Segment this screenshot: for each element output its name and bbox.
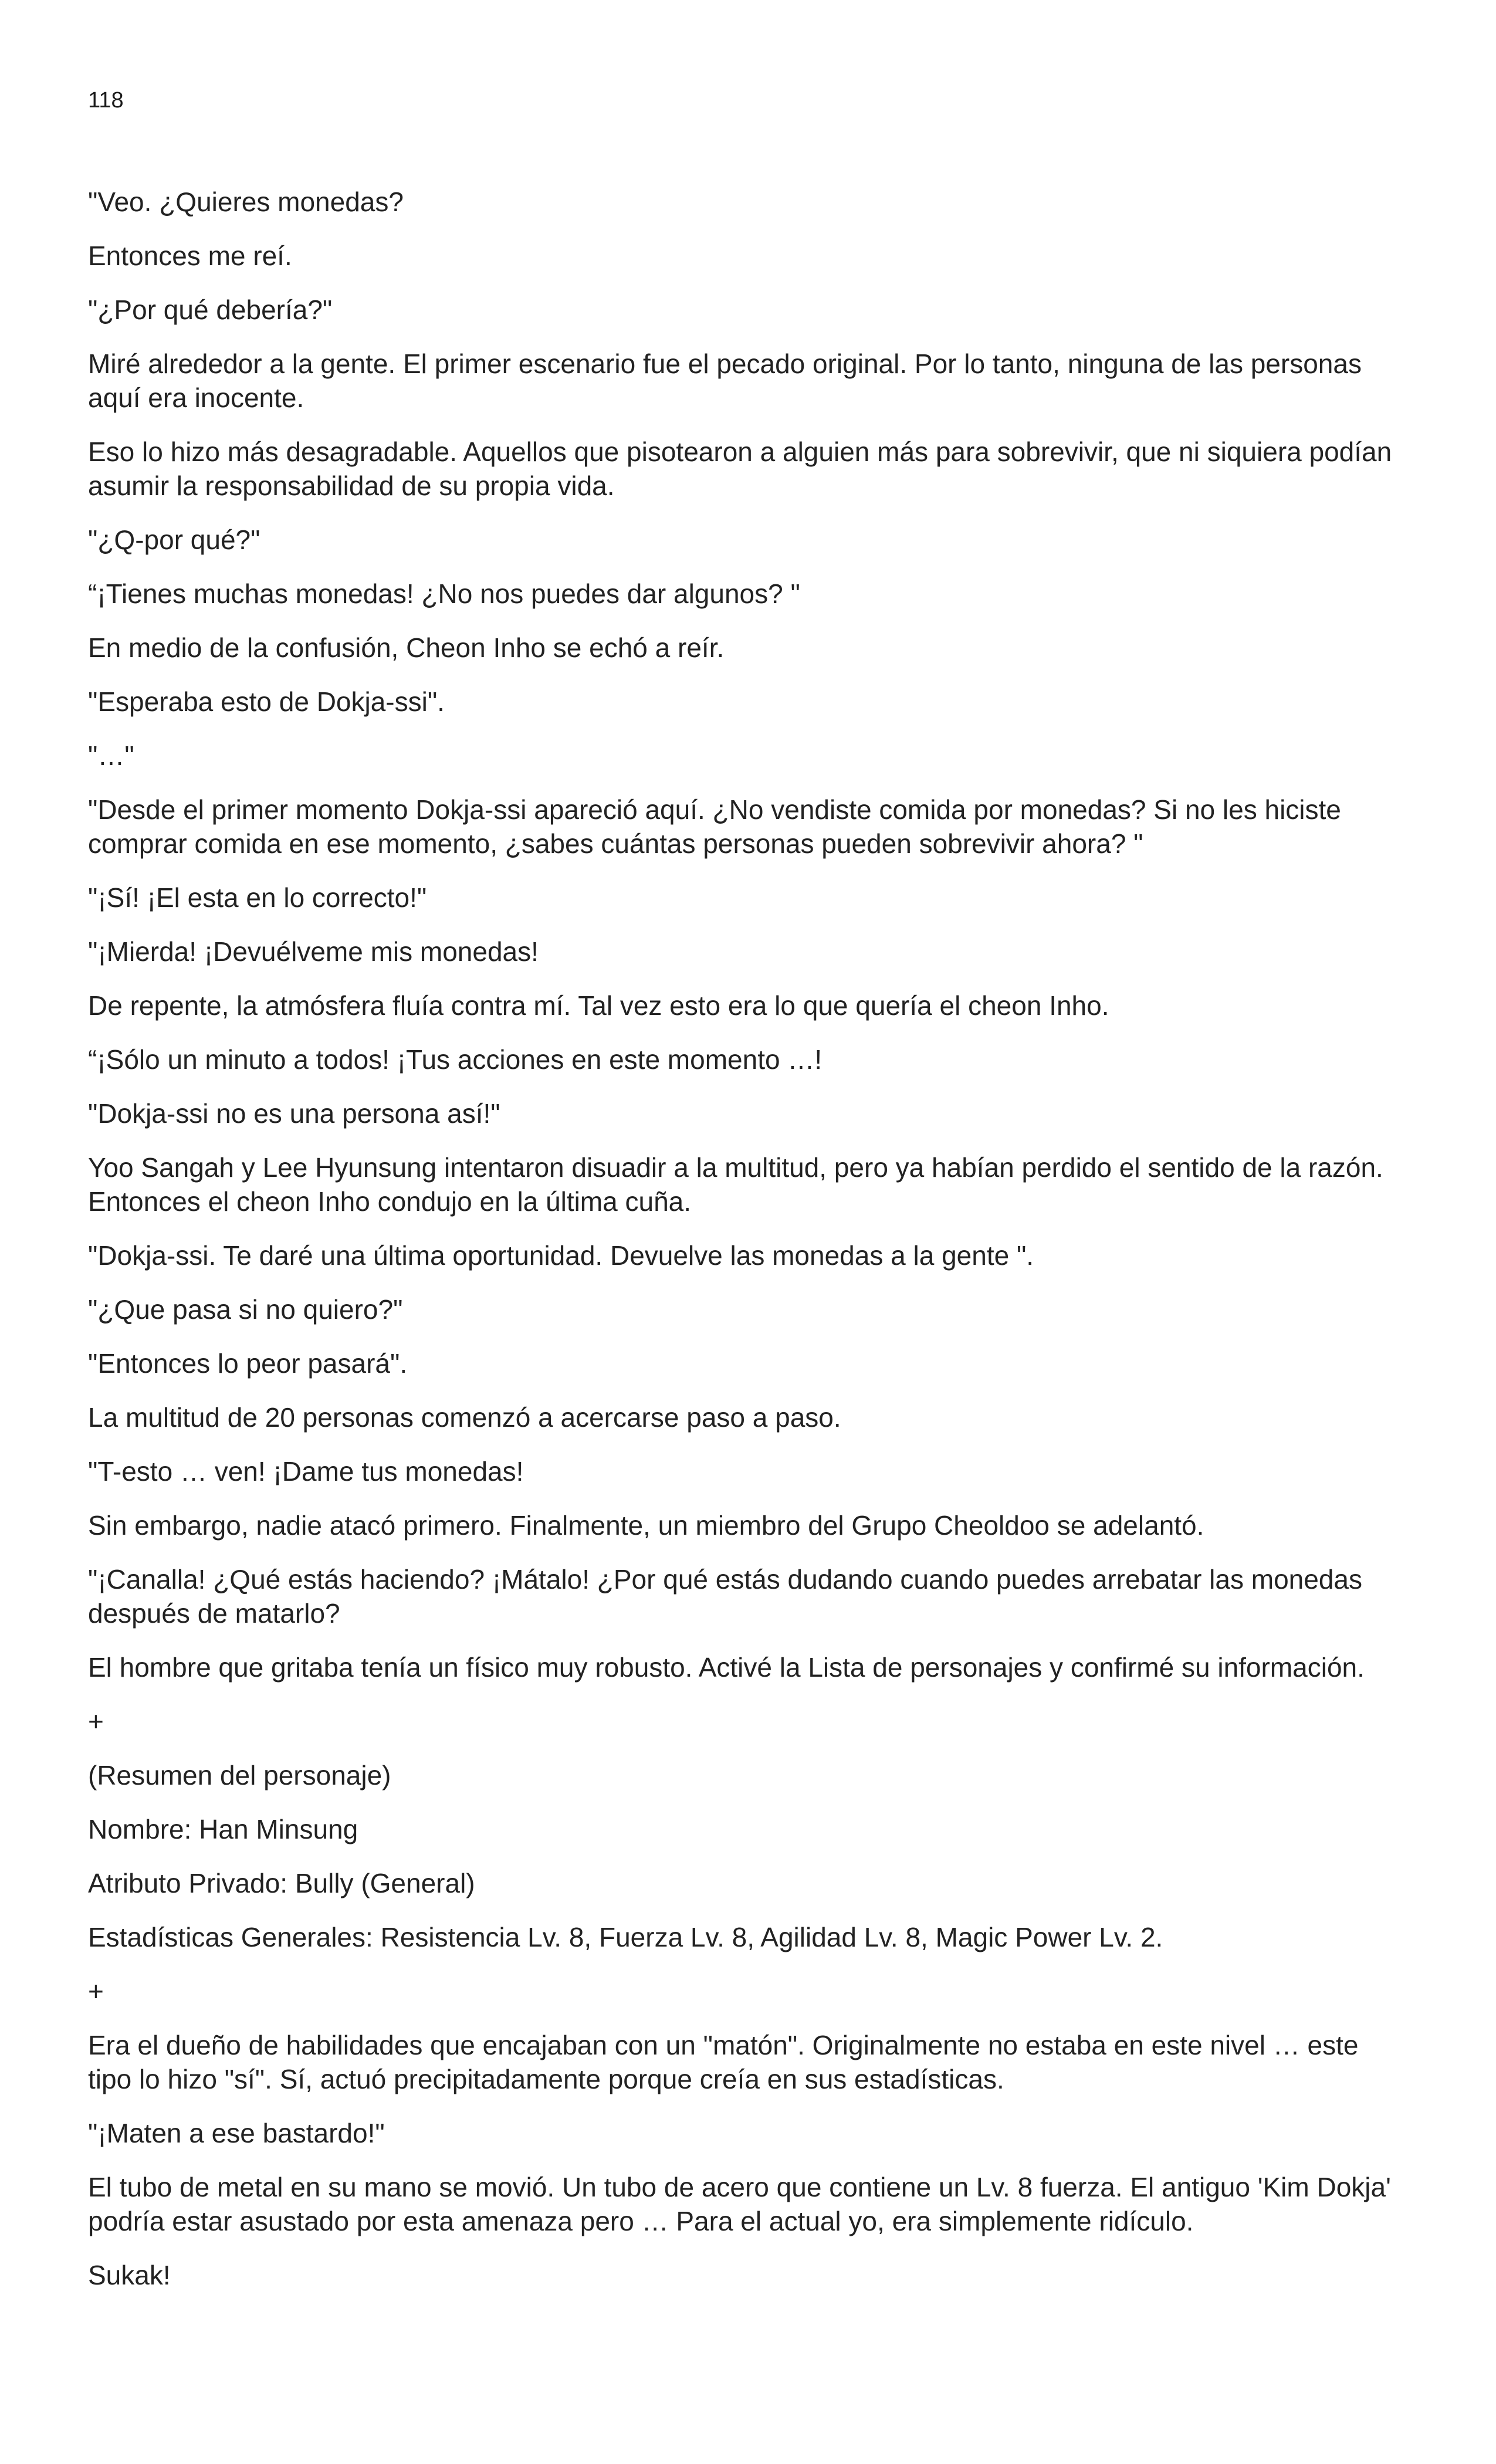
paragraph: Entonces me reí. (88, 241, 292, 271)
paragraph: "¿Por qué debería?" (88, 295, 333, 325)
character-stats: Estadísticas Generales: Resistencia Lv. 8, Fuerza Lv. 8, Agilidad Lv. 8, Magic Power Lv. 2. (88, 1922, 1163, 1952)
document-body (88, 185, 1408, 2312)
character-summary-heading: (Resumen del personaje) (88, 1760, 391, 1791)
paragraph: El hombre que gritaba tenía un físico muy robusto. Activé la Lista de personajes y confirmé su información. (88, 1652, 1365, 1683)
separator-plus: + (88, 1706, 104, 1737)
paragraph: "¡Sí! ¡El esta en lo correcto!" (88, 882, 427, 913)
paragraph: En medio de la confusión, Cheon Inho se echó a reír. (88, 632, 725, 663)
paragraph: Sukak! (88, 2260, 171, 2290)
paragraph: La multitud de 20 personas comenzó a acercarse paso a paso. (88, 1402, 841, 1433)
paragraph: "Dokja-ssi. Te daré una última oportunidad. Devuelve las monedas a la gente ". (88, 1240, 1034, 1271)
page-number: 118 (88, 88, 124, 113)
paragraph: "T-esto … ven! ¡Dame tus monedas! (88, 1456, 524, 1487)
paragraph: Miré alrededor a la gente. El primer escenario fue el pecado original. Por lo tanto, ninguna de las personas aquí era inocente. (88, 348, 1362, 413)
paragraph: "¿Que pasa si no quiero?" (88, 1294, 403, 1325)
paragraph: "…" (88, 740, 134, 771)
paragraph: Era el dueño de habilidades que encajaban con un "matón". Originalmente no estaba en este nivel … este tipo lo hizo "sí". Sí, actuó precipitadamente porque creía en sus estadísticas. (88, 2030, 1359, 2094)
paragraph: “¡Tienes muchas monedas! ¿No nos puedes dar algunos? " (88, 578, 800, 609)
paragraph: Sin embargo, nadie atacó primero. Finalmente, un miembro del Grupo Cheoldoo se adelantó. (88, 1510, 1204, 1541)
paragraph: "Entonces lo peor pasará". (88, 1348, 408, 1379)
character-name: Nombre: Han Minsung (88, 1814, 358, 1844)
paragraph: Eso lo hizo más desagradable. Aquellos que pisotearon a alguien más para sobrevivir, que ni siquiera podían asumir la responsabilidad de su propia vida. (88, 436, 1392, 501)
paragraph: "Desde el primer momento Dokja-ssi apareció aquí. ¿No vendiste comida por monedas? Si no les hiciste comprar comida en ese momento, ¿sabes cuántas personas pueden sobrevivir ahora? " (88, 794, 1341, 859)
paragraph: "¡Maten a ese bastardo!" (88, 2118, 385, 2148)
paragraph: De repente, la atmósfera fluía contra mí. Tal vez esto era lo que quería el cheon Inho. (88, 990, 1109, 1021)
paragraph: "Veo. ¿Quieres monedas? (88, 187, 404, 217)
paragraph: "Esperaba esto de Dokja-ssi". (88, 686, 445, 717)
separator-plus: + (88, 1976, 104, 2006)
paragraph: El tubo de metal en su mano se movió. Un tubo de acero que contiene un Lv. 8 fuerza. El antiguo 'Kim Dokja' podría estar asustado por esta amenaza pero … Para el actual yo, era simplemente ridículo. (88, 2172, 1391, 2236)
character-attribute: Atributo Privado: Bully (General) (88, 1868, 475, 1898)
paragraph: "¡Mierda! ¡Devuélveme mis monedas! (88, 936, 539, 967)
paragraph: "¿Q-por qué?" (88, 524, 260, 555)
paragraph: "¡Canalla! ¿Qué estás haciendo? ¡Mátalo! ¿Por qué estás dudando cuando puedes arrebatar las monedas después de matarlo? (88, 1564, 1362, 1629)
paragraph: “¡Sólo un minuto a todos! ¡Tus acciones en este momento …! (88, 1044, 823, 1075)
paragraph: "Dokja-ssi no es una persona así!" (88, 1098, 500, 1129)
paragraph: Yoo Sangah y Lee Hyunsung intentaron disuadir a la multitud, pero ya habían perdido el sentido de la razón. Entonces el cheon Inho condujo en la última cuña. (88, 1152, 1383, 1217)
